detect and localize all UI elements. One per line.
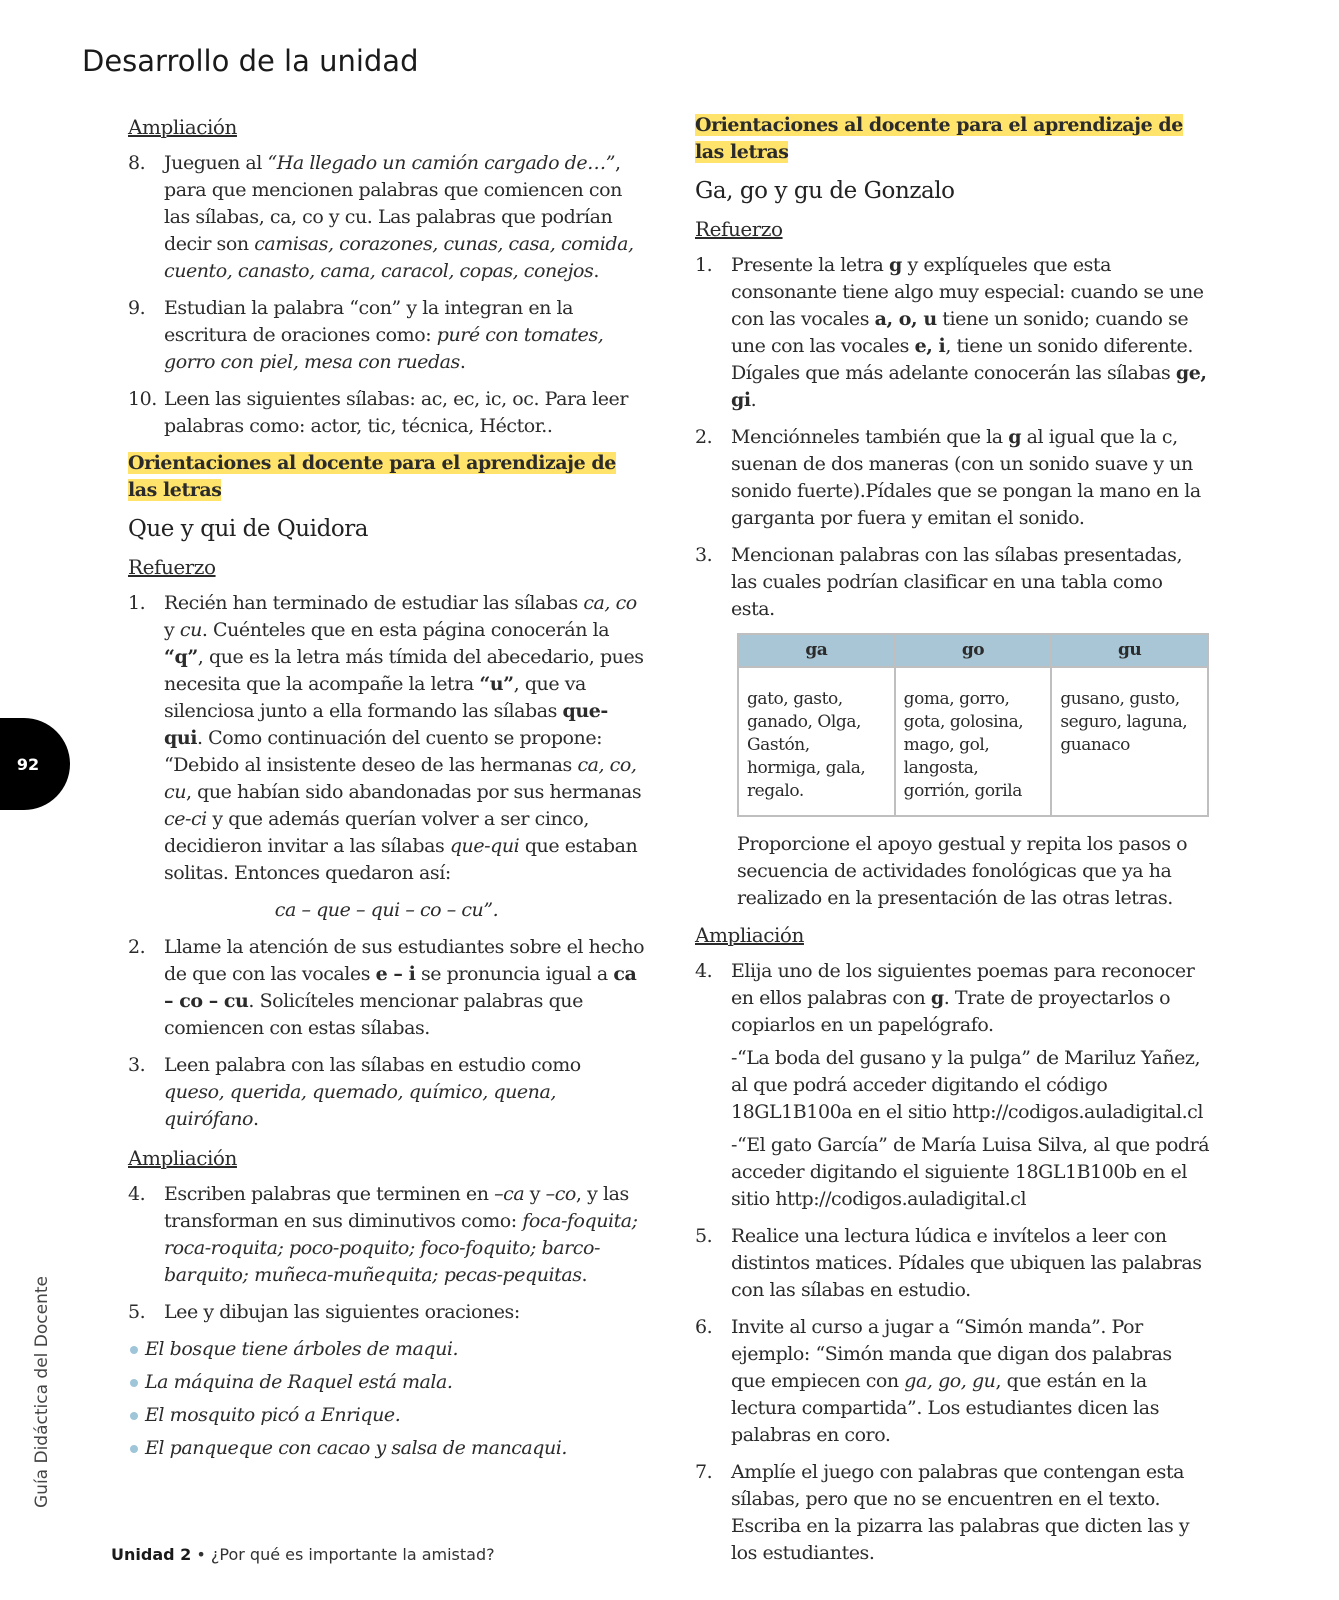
subsection-title: Que y qui de Quidora <box>128 516 369 542</box>
list-item <box>695 424 1211 532</box>
list-item: El mosquito picó a Enrique. <box>128 1402 645 1429</box>
list-item: El panqueque con cacao y salsa de mancaqui. <box>128 1435 645 1462</box>
item-number: 3. <box>128 1054 146 1076</box>
list-item <box>128 1299 645 1326</box>
item-number: 4. <box>128 1183 146 1205</box>
item-text: Lee y dibujan las siguientes oraciones: <box>164 1301 520 1323</box>
item-number: 5. <box>128 1301 146 1323</box>
list-item <box>695 958 1211 1213</box>
item-number: 2. <box>695 426 713 448</box>
item-text: Escriben palabras que terminen en –ca y –co, y las transforman en sus diminutivos como: foca-foquita; roca-roquita; poco-poquito; foco-foquito; barco-barquito; muñeca-muñequita; pecas-pequitas. <box>164 1183 638 1286</box>
list-item <box>128 1052 645 1133</box>
item-text: Invite al curso a jugar a “Simón manda”. Por ejemplo: “Simón manda que digan dos palabras que empiecen con ga, go, gu, que están en la lectura compartida”. Los estudiantes dicen las palabras en coro. <box>731 1316 1172 1446</box>
list-item <box>695 542 1211 623</box>
item-number: 9. <box>128 297 146 319</box>
table-row <box>738 667 1208 816</box>
right-items-b <box>695 958 1211 1567</box>
item-text: Estudian la palabra “con” y la integran en la escritura de oraciones como: puré con tomates, gorro con piel, mesa con ruedas. <box>164 297 604 373</box>
list-item <box>128 295 645 376</box>
instruction-note: Proporcione el apoyo gestual y repita los pasos o secuencia de actividades fonológicas que ya ha realizado en la presentación de las otras letras. <box>737 833 1188 909</box>
left-items-c <box>128 934 645 1133</box>
section-title-refuerzo: Refuerzo <box>695 217 783 241</box>
item-text: Leen palabra con las sílabas en estudio como queso, querida, quemado, químico, quena, quirófano. <box>164 1054 581 1130</box>
table-cell: goma, gorro, gota, golosina, mago, gol, langosta, gorrión, gorila <box>895 667 1052 816</box>
item-text: Presente la letra g y explíqueles que esta consonante tiene algo muy especial: cuando se une con las vocales a, o, u tiene un sonido; cuando se une con las vocales e, i, tiene un sonido diferente. Dígales que más adelante conocerán las sílabas ge, gi. <box>731 254 1207 411</box>
highlight-heading-wrap <box>695 112 1211 166</box>
left-items-a <box>128 150 645 440</box>
item-number: 4. <box>695 960 713 982</box>
section-title-orientaciones: Orientaciones al docente para el aprendizaje de las letras <box>695 114 1183 163</box>
list-item <box>695 252 1211 414</box>
page-title: Desarrollo de la unidad <box>82 44 419 78</box>
item-number: 1. <box>128 592 146 614</box>
item-text: Mencionan palabras con las sílabas presentadas, las cuales podrían clasificar en una tabla como esta. <box>731 544 1183 620</box>
table-header: gu <box>1051 634 1208 667</box>
footer-question: ¿Por qué es importante la amistad? <box>210 1545 495 1564</box>
subsection-title: Ga, go y gu de Gonzalo <box>695 178 955 204</box>
list-item <box>695 1223 1211 1304</box>
item-text: Menciónneles también que la g al igual que la c, suenan de dos maneras (con un sonido suave y un sonido fuerte).Pídales que se pongan la mano en la garganta por fuera y emitan el sonido. <box>731 426 1201 529</box>
item-text: Jueguen al “Ha llegado un camión cargado de…”, para que mencionen palabras que comiencen con las sílabas, ca, co y cu. Las palabras que podrían decir son camisas, corazones, cunas, casa, comida, cuento, canasto, cama, caracol, copas, conejos. <box>164 152 634 282</box>
list-item: La máquina de Raquel está mala. <box>128 1369 645 1396</box>
page-number-tab <box>0 718 70 810</box>
item-number: 10. <box>128 388 157 410</box>
item-text: Llame la atención de sus estudiantes sobre el hecho de que con las vocales e – i se pronuncia igual a ca – co – cu. Solicíteles mencionar palabras que comiencen con estas sílabas. <box>164 936 645 1039</box>
list-item <box>128 386 645 440</box>
table-header: ga <box>738 634 895 667</box>
syllable-sequence: ca – que – qui – co – cu”. <box>274 899 499 921</box>
list-item <box>128 934 645 1042</box>
table-cell: gusano, gusto, seguro, laguna, guanaco <box>1051 667 1208 816</box>
table-cell: gato, gasto, ganado, Olga, Gastón, hormiga, gala, regalo. <box>738 667 895 816</box>
sentence-list <box>128 1336 645 1462</box>
table-header: go <box>895 634 1052 667</box>
section-title-orientaciones: Orientaciones al docente para el aprendizaje de las letras <box>128 452 616 501</box>
item-number: 3. <box>695 544 713 566</box>
left-items-b <box>128 590 645 887</box>
item-number: 6. <box>695 1316 713 1338</box>
item-text: Elija uno de los siguientes poemas para reconocer en ellos palabras con g. Trate de proyectarlos o copiarlos en un papelógrafo. -“La boda del gusano y la pulga” de Mariluz Yañez, al que podrá acceder digitando el código 18GL1B100a en el sitio http://codigos.auladigital.cl -“El gato García” de María Luisa Silva, al que podrá acceder digitando el siguiente 18GL1B100b en el sitio http://codigos.auladigital.cl <box>731 960 1210 1210</box>
list-item <box>128 590 645 887</box>
item-text: Realice una lectura lúdica e invítelos a leer con distintos matices. Pídales que ubiquen las palabras con las sílabas en estudio. <box>731 1225 1202 1301</box>
side-label: Guía Didáctica del Docente <box>32 1276 52 1508</box>
item-text: Amplíe el juego con palabras que contengan esta sílabas, pero que no se encuentren en el texto. Escriba en la pizarra las palabras que dicten las y los estudiantes. <box>731 1461 1190 1564</box>
section-title-ampliacion-2: Ampliación <box>128 1146 237 1170</box>
list-item <box>128 1181 645 1289</box>
item-text: Leen las siguientes sílabas: ac, ec, ic, oc. Para leer palabras como: actor, tic, técnica, Héctor.. <box>164 388 628 437</box>
footer <box>111 1545 495 1564</box>
left-column <box>128 112 645 1468</box>
list-item <box>695 1459 1211 1567</box>
section-title-ampliacion: Ampliación <box>695 923 804 947</box>
list-item <box>128 150 645 285</box>
right-column <box>695 112 1211 1577</box>
section-title-ampliacion: Ampliación <box>128 115 237 139</box>
item-number: 5. <box>695 1225 713 1247</box>
list-item <box>695 1314 1211 1449</box>
footer-separator: • <box>191 1545 211 1564</box>
highlight-heading-wrap <box>128 450 645 504</box>
footer-unit: Unidad 2 <box>111 1545 192 1564</box>
right-items-a <box>695 252 1211 623</box>
item-number: 7. <box>695 1461 713 1483</box>
item-text: Recién han terminado de estudiar las sílabas ca, co y cu. Cuénteles que en esta página conocerán la “q”, que es la letra más tímida del abecedario, pues necesita que la acompañe la letra “u”, que va silenciosa junto a ella formando las sílabas que-qui. Como continuación del cuento se propone: “Debido al insistente deseo de las hermanas ca, co, cu, que habían sido abandonadas por sus hermanas ce-ci y que además querían volver a ser cinco, decidieron invitar a las sílabas que-qui que estaban solitas. Entonces quedaron así: <box>164 592 644 884</box>
section-title-refuerzo: Refuerzo <box>128 555 216 579</box>
list-item: El bosque tiene árboles de maqui. <box>128 1336 645 1363</box>
syllable-table <box>737 633 1209 817</box>
page-number: 92 <box>16 754 40 774</box>
left-items-d <box>128 1181 645 1326</box>
item-number: 2. <box>128 936 146 958</box>
item-number: 8. <box>128 152 146 174</box>
item-number: 1. <box>695 254 713 276</box>
